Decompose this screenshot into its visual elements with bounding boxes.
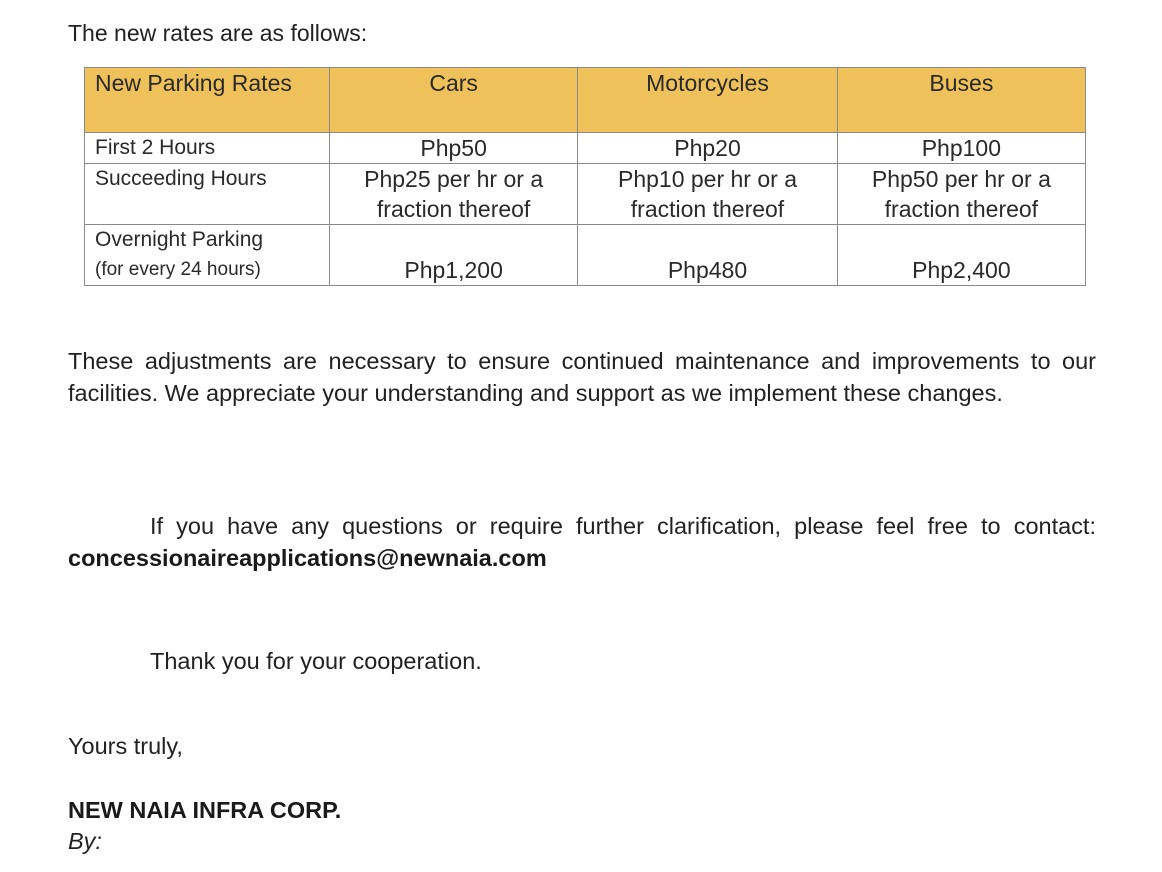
row-label-succeeding-hours: Succeeding Hours xyxy=(85,164,330,225)
by-line: By: xyxy=(68,828,102,854)
contact-email-link[interactable]: concessionaireapplications@newnaia.com xyxy=(68,545,547,571)
header-new-parking-rates: New Parking Rates xyxy=(85,68,330,133)
contact-text: If you have any questions or require further clarification, please feel free to contact: xyxy=(150,513,1096,539)
cell-motorcycles-overnight: Php480 xyxy=(578,225,837,286)
table-header-row xyxy=(85,68,1086,133)
row-label-overnight-parking xyxy=(85,225,330,286)
thanks-text: Thank you for your cooperation. xyxy=(150,648,482,674)
cell-cars-first-2-hours: Php50 xyxy=(330,133,578,164)
adjustments-paragraph: These adjustments are necessary to ensure continued maintenance and improvements to our facilities. We appreciate your understanding and support as we implement these changes. xyxy=(68,348,1096,406)
table-row xyxy=(85,133,1086,164)
header-buses: Buses xyxy=(837,68,1085,133)
cell-cars-succeeding-hours: Php25 per hr or a fraction thereof xyxy=(330,164,578,225)
parking-rates-table xyxy=(84,67,1086,286)
header-cars: Cars xyxy=(330,68,578,133)
header-motorcycles: Motorcycles xyxy=(578,68,837,133)
table-row xyxy=(85,164,1086,225)
cell-buses-succeeding-hours: Php50 per hr or a fraction thereof xyxy=(837,164,1085,225)
row-label-first-2-hours: First 2 Hours xyxy=(85,133,330,164)
company-name: NEW NAIA INFRA CORP. xyxy=(68,797,342,823)
cell-cars-overnight: Php1,200 xyxy=(330,225,578,286)
closing-text: Yours truly, xyxy=(68,733,183,759)
table-row xyxy=(85,225,1086,286)
cell-buses-first-2-hours: Php100 xyxy=(837,133,1085,164)
cell-motorcycles-succeeding-hours: Php10 per hr or a fraction thereof xyxy=(578,164,837,225)
overnight-label: Overnight Parking xyxy=(95,228,264,251)
overnight-sublabel: (for every 24 hours) xyxy=(95,259,261,280)
cell-buses-overnight: Php2,400 xyxy=(837,225,1085,286)
intro-text: The new rates are as follows: xyxy=(68,20,368,46)
contact-paragraph xyxy=(68,510,1096,574)
cell-motorcycles-first-2-hours: Php20 xyxy=(578,133,837,164)
